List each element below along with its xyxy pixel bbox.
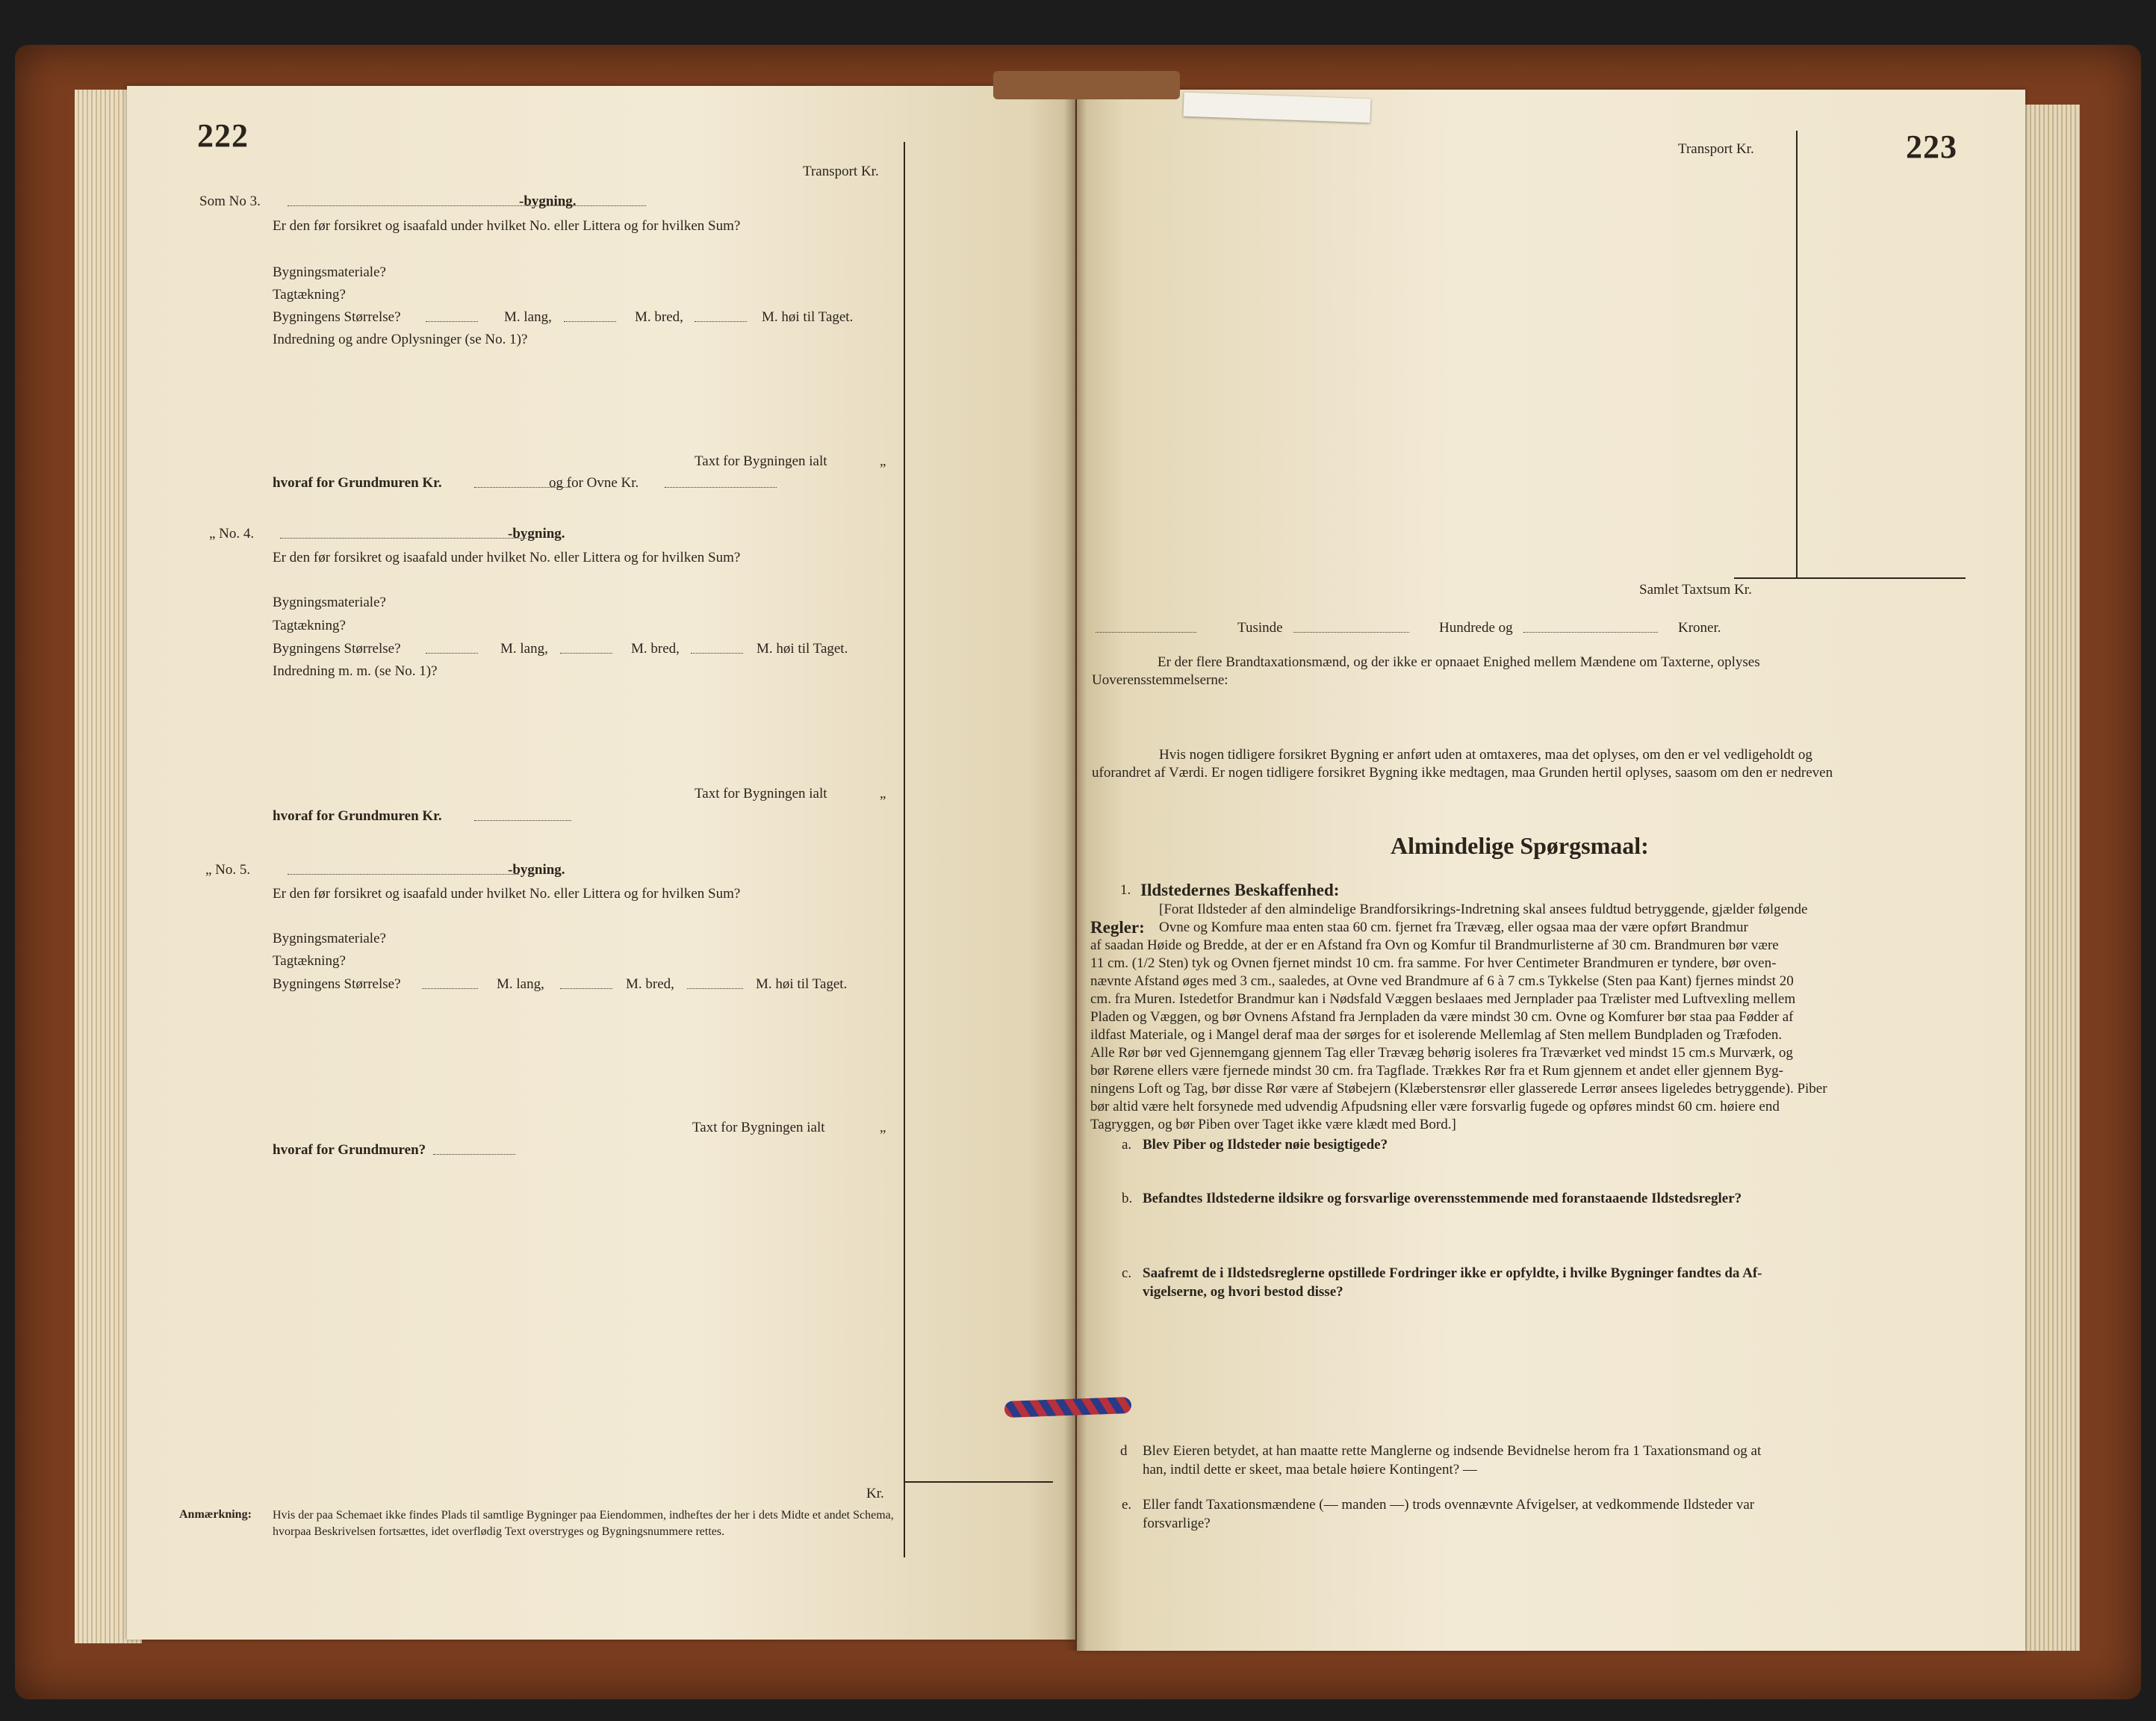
rules-line: bør Rørene ellers være fjernede mindst 30 cm. fra Tagflade. Trækkes Rør fra et Rum gjennem et andet eller gjennem Byg-: [1090, 1063, 1784, 1079]
q1-title: Ildstedernes Beskaffenhed:: [1140, 881, 1340, 899]
blank-line: [426, 321, 478, 322]
page-number: 222: [197, 117, 249, 154]
question-c-line-2: vigelserne, og hvori bestod disse?: [1143, 1284, 1343, 1300]
ditto-mark: „: [880, 453, 886, 469]
total-rule: [1734, 577, 1966, 579]
rules-line: Tagryggen, og bør Piben over Taget ikke være klædt med Bord.]: [1090, 1117, 1456, 1132]
question-e-letter: e.: [1122, 1497, 1132, 1513]
ditto-mark: „: [880, 786, 886, 801]
question-a-letter: a.: [1122, 1137, 1132, 1153]
blank-line: [564, 321, 616, 322]
note-line-2: hvorpaa Beskrivelsen fortsættes, idet overflødig Text overstryges og Bygningsnummere rettes.: [273, 1525, 725, 1538]
blank-line: [695, 321, 747, 322]
question: Er den før forsikret og isaafald under hvilket No. eller Littera og for hvilken Sum?: [273, 550, 741, 565]
blank-line: [687, 988, 743, 989]
rules-line: ildfast Materiale, og i Mangel deraf maa der sørges for et isolerende Mellemlag af Sten mellem Bundpladen og Træfoden.: [1090, 1027, 1783, 1043]
width-label: M. bred,: [631, 641, 680, 657]
question-b: Befandtes Ildstederne ildsikre og forsvarlige overensstemmende med foranstaaende Ildstedsregler?: [1143, 1191, 1742, 1206]
height-label: M. høi til Taget.: [756, 976, 848, 992]
rules-line: ningens Loft og Tag, bør disse Rør være af Støbejern (Klæberstensrør eller glasserede Lerrør ansees ligeledes betryggende). Piber: [1090, 1081, 1827, 1097]
foundation-label: hvoraf for Grundmuren Kr.: [273, 808, 442, 824]
building-label: Som No 3.: [199, 193, 261, 209]
height-label: M. høi til Taget.: [757, 641, 848, 657]
blank-line: [422, 988, 478, 989]
question-d-letter: d: [1120, 1443, 1128, 1459]
question-e-line-1: Eller fandt Taxationsmændene (— manden —) trods ovennævnte Afvigelser, at vedkommende Ildsteder var: [1143, 1497, 1755, 1513]
question-d-line-2: han, indtil dette er skeet, maa betale høiere Kontingent? —: [1143, 1462, 1477, 1477]
length-label: M. lang,: [504, 309, 552, 325]
roofing-label: Tagtækning?: [273, 618, 346, 633]
disagreement-line-1: Er der flere Brandtaxationsmænd, og der ikke er opnaaet Enighed mellem Mændene om Taxterne, oplyses: [1158, 654, 1760, 670]
tax-total-label: Taxt for Bygningen ialt: [695, 786, 827, 801]
spine-binding: [993, 71, 1180, 99]
question-c-line-1: Saafremt de i Ildstedsreglerne opstillede Fordringer ikke er opfyldte, i hvilke Bygninger fandtes da Af-: [1143, 1265, 1762, 1281]
rules-line: [Forat Ildsteder af den almindelige Brandforsikrings-Indretning skal ansees fuldtud betryggende, gjælder følgende: [1159, 902, 1808, 917]
kr-label: Kr.: [866, 1486, 884, 1501]
blank-line: [1096, 632, 1196, 633]
blank-line: [665, 487, 777, 488]
kroner-label: Kroner.: [1678, 620, 1721, 636]
rules-line: nævnte Afstand øges med 3 cm., saaledes, at Ovne ved Brandmure af 6 à 7 cm.s Tykkelse (Sten paa Kant) fjernes mindst 20: [1090, 973, 1794, 989]
question-e-line-2: forsvarlige?: [1143, 1516, 1211, 1531]
transport-label: Transport Kr.: [803, 164, 879, 179]
disagreement-line-2: Uoverensstemmelserne:: [1092, 672, 1228, 688]
tax-total-label: Taxt for Bygningen ialt: [692, 1120, 825, 1135]
blank-line: [288, 205, 646, 206]
page-number: 223: [1906, 128, 1957, 165]
q1-number: 1.: [1120, 882, 1131, 898]
roofing-label: Tagtækning?: [273, 953, 346, 969]
material-label: Bygningsmateriale?: [273, 931, 386, 946]
total-rule: [904, 1481, 1053, 1483]
rules-line: Pladen og Væggen, og bør Ovnens Afstand fra Jernpladen da være mindst 30 cm. Ovne og Komfurer bør staa paa Fødder af: [1090, 1009, 1794, 1025]
question-b-letter: b.: [1122, 1191, 1133, 1206]
section-heading: Almindelige Spørgsmaal:: [1391, 832, 1649, 859]
note-line-1: Hvis der paa Schemaet ikke findes Plads til samtlige Bygninger paa Eiendommen, indheftes der her i dets Midte et andet Schema,: [273, 1509, 894, 1522]
ditto-mark: „: [880, 1120, 886, 1135]
rules-line: cm. fra Muren. Istedetfor Brandmur kan i Nødsfald Væggen beslaaes med Jernplader paa Trælister med Luftvexling mellem: [1090, 991, 1796, 1007]
transport-label: Transport Kr.: [1678, 141, 1754, 157]
blank-line: [433, 1154, 515, 1155]
question: Er den før forsikret og isaafald under hvilket No. eller Littera og for hvilken Sum?: [273, 886, 741, 902]
rules-line: 11 cm. (1/2 Sten) tyk og Ovnen fjernet mindst 10 cm. fra samme. For hver Centimeter Brandmuren er tyndere, bør oven-: [1090, 955, 1777, 971]
tax-total-label: Taxt for Bygningen ialt: [695, 453, 827, 469]
blank-line: [691, 653, 743, 654]
previous-line-2: uforandret af Værdi. Er nogen tidligere forsikret Bygning ikke medtagen, maa Grunden hertil oplyses, saasom om den er nedreven: [1092, 765, 1833, 781]
building-suffix: -bygning.: [508, 862, 565, 878]
blank-line: [560, 653, 612, 654]
length-label: M. lang,: [500, 641, 548, 657]
blank-line: [474, 820, 571, 821]
total-label: Samlet Taxtsum Kr.: [1639, 582, 1752, 598]
interior-label: Indredning m. m. (se No. 1)?: [273, 663, 438, 679]
building-suffix: -bygning.: [519, 193, 577, 209]
material-label: Bygningsmateriale?: [273, 264, 386, 280]
interior-label: Indredning og andre Oplysninger (se No. 1)?: [273, 332, 528, 347]
size-label: Bygningens Størrelse?: [273, 641, 401, 657]
hundreds-label: Hundrede og: [1439, 620, 1513, 636]
roofing-label: Tagtækning?: [273, 287, 346, 303]
question: Er den før forsikret og isaafald under hvilket No. eller Littera og for hvilken Sum?: [273, 218, 741, 234]
amount-column-rule: [1796, 131, 1798, 579]
left-page: [127, 86, 1075, 1640]
right-page: [1077, 90, 2025, 1651]
rules-line: af saadan Høide og Bredde, at der er en Afstand fra Ovn og Komfur til Brandmurlisterne af 30 cm. Brandmuren bør være: [1090, 937, 1779, 953]
amount-column-rule: [904, 142, 905, 1557]
blank-line: [1523, 632, 1658, 633]
previous-line-1: Hvis nogen tidligere forsikret Bygning er anført uden at omtaxeres, maa det oplyses, om den er vel vedligeholdt og: [1159, 747, 1812, 763]
blank-line: [426, 653, 478, 654]
rules-line: bør altid være helt forsynede med udvendig Afpudsning eller være forsvarlig fugede og opføres mindst 60 cm. høiere end: [1090, 1099, 1780, 1114]
building-label: „ No. 4.: [209, 526, 255, 542]
blank-line: [288, 874, 519, 875]
rules-line: Ovne og Komfure maa enten staa 60 cm. fjernet fra Trævæg, eller ogsaa maa der være opført Brandmur: [1159, 920, 1748, 935]
rules-line: Alle Rør bør ved Gjennemgang gjennem Tag eller Trævæg behørig isoleres fra Træværket ved mindst 15 cm.s Murværk, og: [1090, 1045, 1793, 1061]
building-suffix: -bygning.: [508, 526, 565, 542]
length-label: M. lang,: [497, 976, 544, 992]
question-c-letter: c.: [1122, 1265, 1132, 1281]
blank-line: [1293, 632, 1409, 633]
width-label: M. bred,: [626, 976, 674, 992]
ovens-label: og for Ovne Kr.: [549, 475, 639, 491]
height-label: M. høi til Taget.: [762, 309, 854, 325]
foundation-label: hvoraf for Grundmuren Kr.: [273, 475, 442, 491]
size-label: Bygningens Størrelse?: [273, 309, 401, 325]
question-a: Blev Piber og Ildsteder nøie besigtigede?: [1143, 1137, 1388, 1153]
size-label: Bygningens Størrelse?: [273, 976, 401, 992]
material-label: Bygningsmateriale?: [273, 595, 386, 610]
foundation-label: hvoraf for Grundmuren?: [273, 1142, 426, 1158]
blank-line: [560, 988, 612, 989]
note-label: Anmærkning:: [179, 1508, 252, 1521]
thousands-label: Tusinde: [1237, 620, 1283, 636]
blank-line: [280, 538, 526, 539]
width-label: M. bred,: [635, 309, 683, 325]
question-d-line-1: Blev Eieren betydet, at han maatte rette Manglerne og indsende Bevidnelse herom fra 1 Taxationsmand og at: [1143, 1443, 1762, 1459]
rules-label: Regler:: [1090, 918, 1145, 937]
building-label: „ No. 5.: [205, 862, 251, 878]
